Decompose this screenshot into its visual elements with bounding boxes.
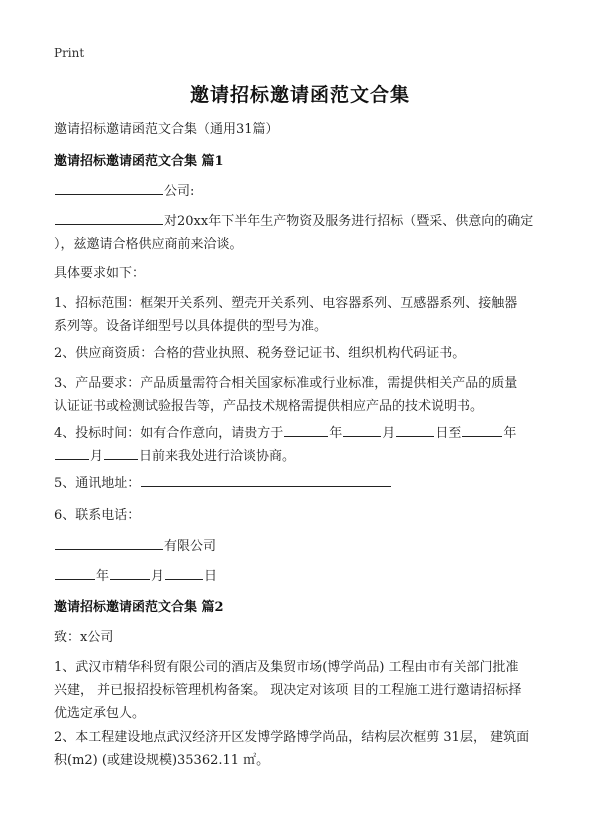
- day-blank-1: [396, 422, 434, 437]
- signature-company-line: [54, 535, 554, 558]
- item4-year2: 年: [503, 426, 517, 441]
- item5-label: 5、通讯地址：: [54, 476, 141, 491]
- para1-line1: 对20xx年下半年生产物资及服务进行招标（暨采、供意向的确定: [164, 214, 534, 229]
- item4-prefix: 4、投标时间：如有合作意向，请贵方于: [54, 426, 284, 441]
- article2-heading: 邀请招标邀请函范文合集 篇2: [54, 600, 224, 615]
- company-name-blank: [55, 180, 163, 195]
- month-blank-2: [55, 445, 89, 460]
- date-year: 年: [96, 569, 110, 584]
- signature-company: 有限公司: [164, 539, 217, 554]
- item3-line2: 认证证书或检测试验报告等，产品技术规格需提供相应产品的技术说明书。: [54, 399, 484, 414]
- item1-line1: 1、招标范围：框架开关系列、塑壳开关系列、电容器系列、互感器系列、接触器: [54, 296, 518, 311]
- year-blank-2: [462, 422, 502, 437]
- signature-blank: [55, 535, 163, 550]
- article1-para1: [54, 210, 554, 256]
- date-day-blank: [165, 565, 203, 580]
- signature-date-line: [54, 565, 554, 588]
- item4-year: 年: [329, 426, 343, 441]
- item4-month: 月: [382, 426, 396, 441]
- a2-para1-line3: 优选定承包人。: [54, 706, 146, 721]
- a2-para1-line2: 兴建， 并已报招投标管理机构备案。 现决定对该项 目的工程施工进行邀请招标择: [54, 683, 522, 698]
- document-title: 邀请招标邀请函范文合集: [189, 84, 410, 106]
- article2-salutation: 致：x公司: [54, 630, 114, 645]
- day-blank-2: [104, 445, 138, 460]
- requirements-label: 具体要求如下：: [54, 266, 146, 281]
- requirement-item-2: 2、供应商资质：合格的营业执照、税务登记证书、组织机构代码证书。: [54, 346, 466, 361]
- requirement-item-4: [54, 422, 554, 468]
- date-day: 日: [204, 569, 218, 584]
- item1-line2: 系列等。设备详细型号以具体提供的型号为准。: [54, 319, 328, 334]
- address-blank: [141, 472, 391, 487]
- article2-para1: [54, 656, 554, 725]
- intro-line: 邀请招标邀请函范文合集（通用31篇）: [54, 122, 279, 137]
- company-suffix: 公司:: [164, 184, 195, 199]
- date-month: 月: [151, 569, 165, 584]
- requirement-item-1: [54, 292, 554, 338]
- a2-para2-line2: 积(m2) (或建设规模)35362.11 ㎡。: [54, 753, 270, 768]
- date-month-blank: [110, 565, 150, 580]
- recipient-blank: [55, 210, 163, 225]
- a2-para2-line1: 2、本工程建设地点武汉经济开区发博学路博学尚品，结构层次框剪 31层， 建筑面: [54, 730, 530, 745]
- requirement-item-3: [54, 372, 554, 418]
- item4-month2: 月: [90, 449, 104, 464]
- date-year-blank: [55, 565, 95, 580]
- print-label: Print: [54, 46, 85, 60]
- addressee-line: [54, 180, 554, 203]
- item4-day-to: 日至: [435, 426, 462, 441]
- year-blank-1: [284, 422, 328, 437]
- item3-line1: 3、产品要求：产品质量需符合相关国家标准或行业标准，需提供相关产品的质量: [54, 376, 518, 391]
- article1-heading: 邀请招标邀请函范文合集 篇1: [54, 154, 224, 169]
- requirement-item-5: [54, 472, 554, 495]
- para1-line2: ），兹邀请合格供应商前来洽谈。: [54, 237, 243, 252]
- a2-para1-line1: 1、武汉市精华科贸有限公司的酒店及集贸市场(博学尚品) 工程由市有关部门批准: [54, 660, 519, 675]
- month-blank-1: [343, 422, 381, 437]
- item4-suffix: 日前来我处进行洽谈协商。: [139, 449, 296, 464]
- requirement-item-6: 6、联系电话：: [54, 508, 141, 523]
- article2-para2: [54, 726, 554, 772]
